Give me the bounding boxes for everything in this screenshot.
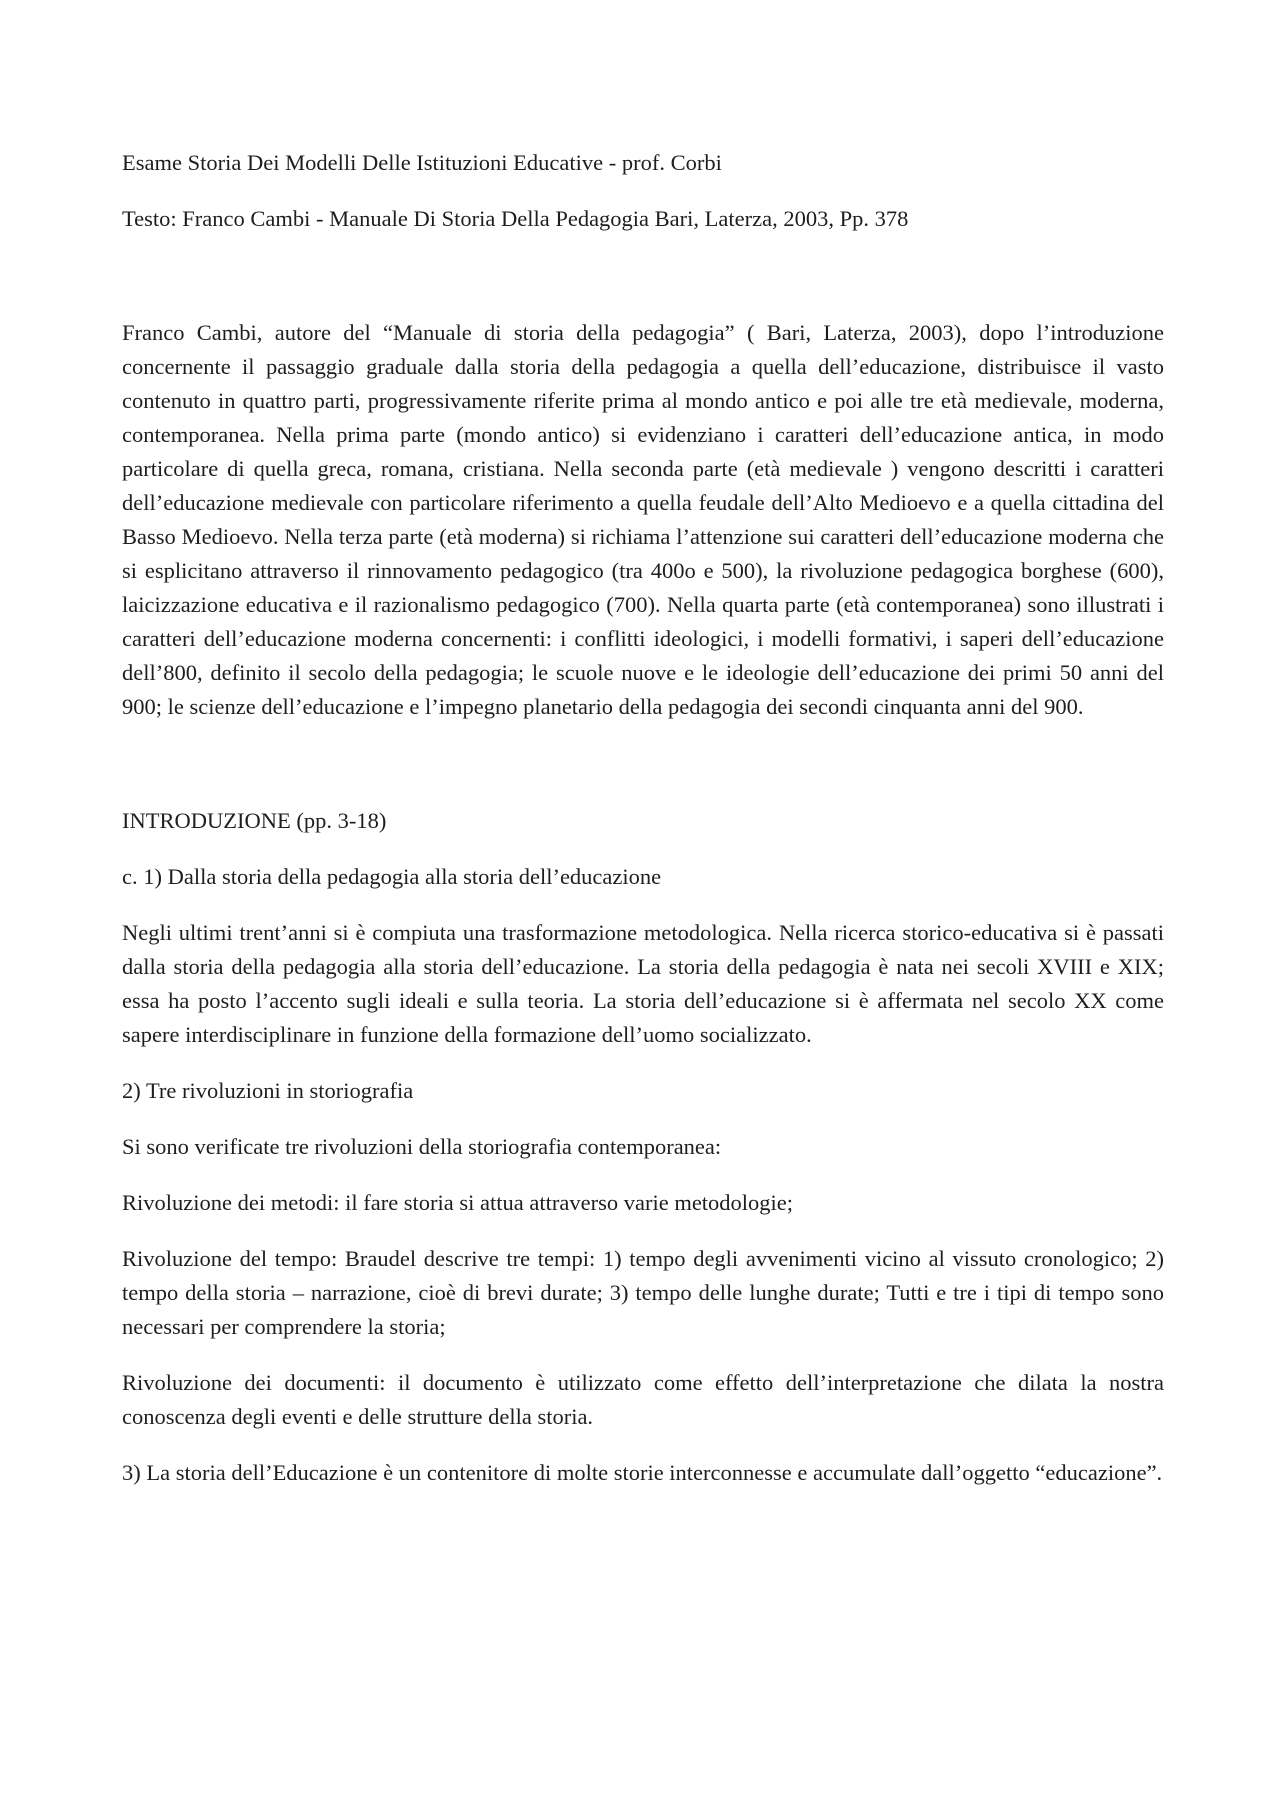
section1-text: Negli ultimi trent’anni si è compiuta una trasformazione metodologica. Nella ricerca storico-educativa si è passati dalla storia della pedagogia alla storia dell’educazione. La storia della pedagogia è nata nei secoli XVIII e XIX; essa ha posto l’accento sugli ideali e sulla teoria. La storia dell’educazione si è affermata nel secolo XX come sapere interdisciplinare in funzione della formazione dell’uomo socializzato. [122,920,1164,1047]
revolution-time: Rivoluzione del tempo: Braudel descrive tre tempi: 1) tempo degli avvenimenti vicino al vissuto cronologico; 2) tempo della storia – narrazione, cioè di brevi durate; 3) tempo delle lunghe durate; Tutti e tre i tipi di tempo sono necessari per comprendere la storia; [122,1246,1164,1339]
exam-title: Esame Storia Dei Modelli Delle Istituzioni Educative - prof. Corbi [122,150,722,175]
introduction-heading: INTRODUZIONE (pp. 3-18) [122,808,387,833]
text-reference: Testo: Franco Cambi - Manuale Di Storia Della Pedagogia Bari, Laterza, 2003, Pp. 378 [122,206,909,231]
section3-text: 3) La storia dell’Educazione è un contenitore di molte storie interconnesse e accumulate dall’oggetto “educazione”. [122,1460,1163,1485]
revolution-methods: Rivoluzione dei metodi: il fare storia si attua attraverso varie metodologie; [122,1190,794,1215]
section2-title: 2) Tre rivoluzioni in storiografia [122,1078,414,1103]
section1-title: c. 1) Dalla storia della pedagogia alla storia dell’educazione [122,864,662,889]
section2-intro: Si sono verificate tre rivoluzioni della storiografia contemporanea: [122,1134,722,1159]
revolution-documents: Rivoluzione dei documenti: il documento è utilizzato come effetto dell’interpretazione che dilata la nostra conoscenza degli eventi e delle strutture della storia. [122,1370,1164,1429]
document-page [122,146,1164,1490]
summary-paragraph: Franco Cambi, autore del “Manuale di storia della pedagogia” ( Bari, Laterza, 2003), dopo l’introduzione concernente il passaggio graduale dalla storia della pedagogia a quella dell’educazione, distribuisce il vasto contenuto in quattro parti, progressivamente riferite prima al mondo antico e poi alle tre età medievale, moderna, contemporanea. Nella prima parte (mondo antico) si evidenziano i caratteri dell’educazione antica, in modo particolare di quella greca, romana, cristiana. Nella seconda parte (età medievale ) vengono descritti i caratteri dell’educazione medievale con particolare riferimento a quella feudale dell’Alto Medioevo e a quella cittadina del Basso Medioevo. Nella terza parte (età moderna) si richiama l’attenzione sui caratteri dell’educazione moderna che si esplicitano attraverso il rinnovamento pedagogico (tra 400o e 500), la rivoluzione pedagogica borghese (600), laicizzazione educativa e il razionalismo pedagogico (700). Nella quarta parte (età contemporanea) sono illustrati i caratteri dell’educazione moderna concernenti: i conflitti ideologici, i modelli formativi, i saperi dell’educazione dell’800, definito il secolo della pedagogia; le scuole nuove e le ideologie dell’educazione dei primi 50 anni del 900; le scienze dell’educazione e l’impegno planetario della pedagogia dei secondi cinquanta anni del 900. [122,320,1164,719]
